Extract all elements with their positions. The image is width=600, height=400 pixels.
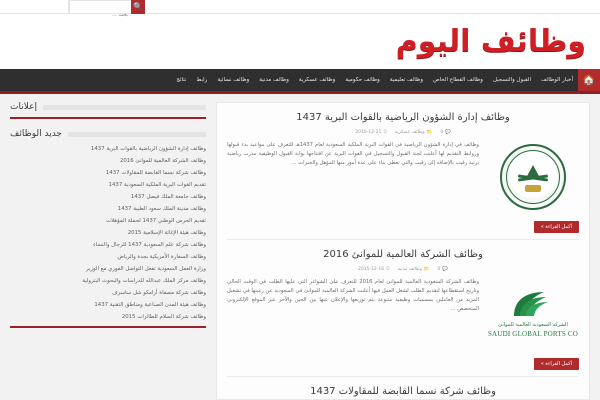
page-body — [0, 94, 600, 400]
list-item[interactable]: وظائف شركة علم السعودية 1437 للرجال والنساء — [93, 242, 206, 249]
article-date-value: 2015-12-16 — [357, 266, 385, 272]
article-card — [227, 376, 579, 400]
article-body — [227, 141, 579, 213]
ads-widget-title: إعلانات — [10, 102, 37, 112]
list-item[interactable]: وظائف شركة نسما القابضة للمقاولات 1437 — [105, 170, 206, 177]
article-card — [227, 111, 579, 239]
list-item[interactable]: وظائف هيئة المدن الصناعية ومناطق التقنية 1437 — [94, 302, 206, 309]
article-title[interactable]: وظائف شركة نسما القابضة للمقاولات 1437 — [310, 386, 496, 397]
article-comment-count: 0 — [437, 266, 441, 272]
nav-item-educational[interactable]: وظائف تعليمية — [389, 77, 423, 83]
folder-icon: 📁 — [426, 129, 433, 135]
article-card — [227, 239, 579, 376]
article-category-label: وظائف مدنية — [397, 266, 422, 272]
nav-item-qabul[interactable]: القبول والتسجيل — [492, 77, 531, 83]
read-more-button[interactable]: أكمل القراءة » — [534, 221, 579, 233]
nav-item-results[interactable]: نتائج — [176, 77, 187, 83]
latest-jobs-header — [10, 129, 206, 139]
home-icon[interactable]: 🏠 — [578, 69, 600, 91]
nav-item-list — [0, 69, 578, 91]
article-date-value: 2015-12-21 — [355, 129, 382, 135]
article-excerpt: وظائف في إدارة الشؤون الرياضية في القوات البرية الملكية السعودية لعام 1437هـ للتعرف على مواعيد بدء قبولها وروابط التقديم لها أعلنت لجنة القبول والتسجيل في القوات البرية عن افتتاحها بوابة القبول الوظيفية مدرب رياضية برتبة رقيب بالإضافة إلى رقيب والتي تعطى بناء على عدة أمور منها المؤهل والخبرات ... — [227, 142, 479, 167]
green-waves-icon — [510, 290, 556, 320]
article-title[interactable]: وظائف الشركة العالمية للموانئ 2016 — [323, 249, 483, 260]
clock-icon: ⏱ — [383, 130, 387, 135]
folder-icon: 📁 — [423, 266, 430, 272]
top-utility-bar — [0, 0, 600, 14]
latest-jobs-list — [10, 144, 206, 324]
article-meta — [227, 266, 579, 272]
ports-logo-english: SAUDI GLOBAL PORTS CO — [487, 330, 579, 338]
ads-widget-header — [10, 102, 206, 112]
site-header — [0, 14, 600, 69]
list-item[interactable]: تقديم القوات البرية الملكية السعودية 1437 — [108, 182, 206, 189]
article-body — [227, 278, 579, 350]
article-thumbnail[interactable] — [487, 278, 579, 350]
comment-icon: 💬 — [442, 266, 449, 272]
list-item[interactable]: وظائف الشركة العالمية للموانئ 2016 — [119, 158, 206, 165]
saudi-global-ports-logo-icon — [488, 290, 578, 338]
emblem-badge — [525, 185, 541, 192]
article-date — [355, 129, 387, 135]
latest-jobs-title: جديد الوظائف — [10, 129, 62, 139]
saudi-land-forces-emblem-icon — [500, 144, 566, 210]
article-title[interactable]: وظائف إدارة الشؤون الرياضية بالقوات البرية 1437 — [296, 112, 510, 123]
article-excerpt: وظائف الشركة السعودية العالمية للموانئ لعام 2016 للتعرف على الشواغر التي عليها الطلب في الوقت الحالي وتاريخ استقطاعها لتقديم الطلب لشغل العمل فيها أعلنت الشركة العالمية للموانئ في السعودية عن رغبتها في تشغيل المزيد من العاملين بمسميات وظيفية متنوعة يتم توزيعها والإعلان عنها بين الحين والآخر عبر الموقع الإلكتروني المتخصص ... — [227, 279, 479, 313]
sidebar — [10, 102, 206, 400]
widget-rule — [68, 132, 206, 137]
list-item[interactable]: تقديم الحرس الوطني 1437 لحملة المؤهلات — [105, 218, 206, 225]
nav-item-government[interactable]: وظائف حكومية — [345, 77, 380, 83]
list-item[interactable]: وزارة العمل السعودية تفعل التواصل الفوري مع الوزير — [85, 266, 206, 273]
nav-item-military[interactable]: وظائف عسكرية — [298, 77, 336, 83]
topbar-divider — [68, 0, 69, 14]
article-comments — [438, 267, 448, 272]
list-item[interactable]: وظائف إدارة الشؤون الرياضية بالقوات البرية 1437 — [90, 146, 206, 153]
nav-item-akhbar[interactable]: أخبار الوظائف — [541, 77, 573, 83]
ports-logo-arabic: الشركة السعودية العالمية للموانئ — [498, 322, 568, 328]
list-item[interactable]: وظائف شركة السلام للطائرات 2015 — [121, 314, 206, 321]
list-item[interactable]: وظائف مركز الملك عبدالله للدراسات والبحوث البترولية — [82, 278, 206, 285]
article-date — [358, 266, 390, 272]
nav-item-private-sector[interactable]: وظائف القطاع الخاص — [432, 77, 483, 83]
main-content — [216, 102, 590, 400]
list-item[interactable]: وظائف السفارة الأمريكية بجدة والرياض — [117, 254, 206, 261]
read-more-button[interactable]: أكمل القراءة » — [534, 358, 579, 370]
list-item[interactable]: وظائف مدينة الملك سعود الطبية 1437 — [117, 206, 206, 213]
article-comments — [440, 130, 450, 135]
widget-rule — [43, 105, 206, 110]
nav-item-links[interactable]: رابط — [196, 77, 208, 83]
clock-icon: ⏱ — [386, 267, 390, 272]
emblem-core — [516, 160, 550, 194]
readmore-wrapper — [227, 213, 579, 233]
article-category[interactable] — [395, 130, 432, 135]
widget-underline — [10, 117, 206, 119]
search-icon[interactable]: 🔍 — [131, 0, 145, 14]
ads-widget — [10, 102, 206, 119]
site-logo[interactable]: وظائف اليوم — [395, 23, 586, 59]
top-search-group — [68, 0, 145, 14]
list-item[interactable]: وظائف هيئة الإغاثة الإسلامية 2015 — [127, 230, 206, 237]
main-navigation — [0, 69, 600, 91]
article-category[interactable] — [398, 267, 430, 272]
article-category-label: وظائف عسكرية — [394, 129, 425, 135]
nav-item-civil[interactable]: وظائف مدنية — [259, 77, 289, 83]
article-comment-count: 0 — [440, 129, 444, 135]
search-field-wrapper — [69, 0, 131, 14]
readmore-wrapper — [227, 350, 579, 370]
widget-underline — [10, 326, 206, 328]
search-input[interactable] — [70, 9, 131, 21]
article-meta — [227, 129, 579, 135]
article-thumbnail[interactable] — [487, 141, 579, 213]
list-item[interactable]: وظائف شركة مصفاة أرامكو شل ساسرف — [112, 290, 206, 297]
latest-jobs-widget — [10, 129, 206, 328]
list-item[interactable]: وظائف جامعة الملك فيصل 1437 — [130, 194, 206, 201]
nav-item-women[interactable]: وظائف نسائية — [217, 77, 250, 83]
comment-icon: 💬 — [445, 129, 451, 135]
